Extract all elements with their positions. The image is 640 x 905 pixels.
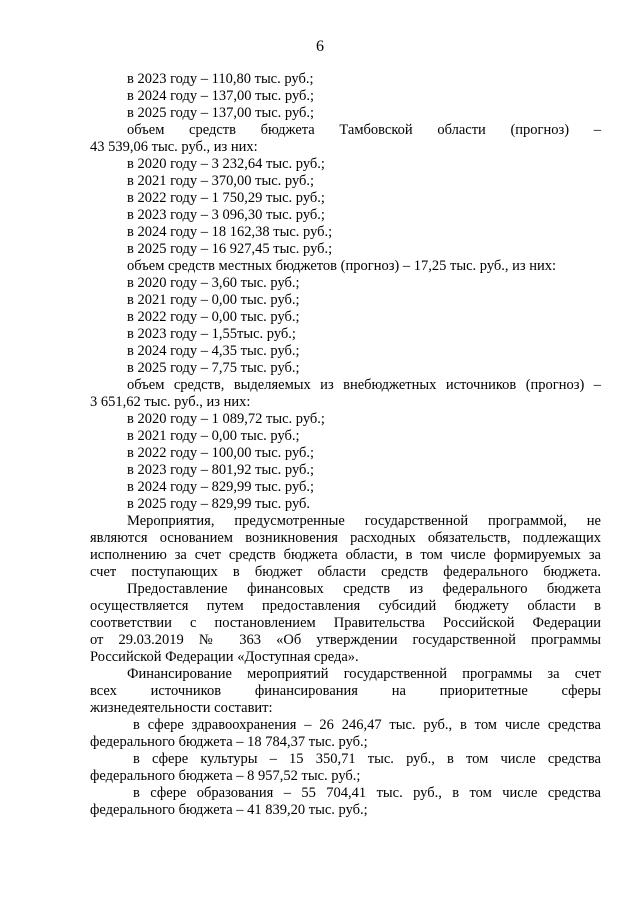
text-line: в 2025 году – 829,99 тыс. руб. (127, 496, 311, 512)
text-line: в 2025 году – 137,00 тыс. руб.; (127, 105, 315, 121)
text-line: объем средств бюджета Тамбовской области (прогноз) – (127, 122, 601, 138)
text-line: Предоставление финансовых средств из федерального бюджета (127, 581, 601, 597)
text-line: от 29.03.2019 № 363 «Об утверждении государственной программы (90, 632, 601, 648)
text-line: в 2025 году – 7,75 тыс. руб.; (127, 360, 300, 376)
text-line: в 2020 году – 3,60 тыс. руб.; (127, 275, 300, 291)
text-line: в 2024 году – 137,00 тыс. руб.; (127, 88, 315, 104)
text-line: всех источников финансирования на приоритетные сферы (90, 683, 601, 699)
text-line: в 2021 году – 0,00 тыс. руб.; (127, 428, 300, 444)
text-line: в сфере культуры – 15 350,71 тыс. руб., в том числе средства (133, 751, 601, 767)
text-line: в 2022 году – 100,00 тыс. руб.; (127, 445, 315, 461)
text-line: в 2023 году – 801,92 тыс. руб.; (127, 462, 315, 478)
page-number: 6 (316, 38, 324, 55)
text-line: федерального бюджета – 41 839,20 тыс. руб.; (90, 802, 368, 818)
text-line: в 2023 году – 110,80 тыс. руб.; (127, 71, 314, 87)
text-line: жизнедеятельности составит: (90, 700, 273, 716)
text-line: исполнению за счет средств бюджета области, в том числе формируемых за (90, 547, 601, 563)
text-line: в 2023 году – 1,55тыс. руб.; (127, 326, 296, 342)
text-line: объем средств, выделяемых из внебюджетных источников (прогноз) – (127, 377, 601, 393)
text-line: 43 539,06 тыс. руб., из них: (90, 139, 258, 155)
text-line: в сфере здравоохранения – 26 246,47 тыс. руб., в том числе средства (133, 717, 601, 733)
text-line: в сфере образования – 55 704,41 тыс. руб., в том числе средства (133, 785, 601, 801)
text-line: в 2020 году – 3 232,64 тыс. руб.; (127, 156, 325, 172)
text-line: являются основанием возникновения расходных обязательств, подлежащих (90, 530, 601, 546)
text-line: Финансирование мероприятий государственной программы за счет (127, 666, 601, 682)
text-line: 3 651,62 тыс. руб., из них: (90, 394, 251, 410)
text-line: в 2024 году – 4,35 тыс. руб.; (127, 343, 300, 359)
text-line: счет поступающих в бюджет области средств федерального бюджета. (90, 564, 601, 580)
document-body (90, 71, 601, 819)
text-line: в 2022 году – 1 750,29 тыс. руб.; (127, 190, 325, 206)
text-line: объем средств местных бюджетов (прогноз) – 17,25 тыс. руб., из них: (127, 258, 557, 274)
text-line: федерального бюджета – 8 957,52 тыс. руб.; (90, 768, 361, 784)
text-line: в 2020 году – 1 089,72 тыс. руб.; (127, 411, 325, 427)
text-line: федерального бюджета – 18 784,37 тыс. руб.; (90, 734, 368, 750)
text-line: Российской Федерации «Доступная среда». (90, 649, 359, 665)
text-line: в 2024 году – 18 162,38 тыс. руб.; (127, 224, 333, 240)
text-line: в 2021 году – 370,00 тыс. руб.; (127, 173, 315, 189)
text-line: осуществляется путем предоставления субсидий бюджету области в (90, 598, 601, 614)
text-line: Мероприятия, предусмотренные государственной программой, не (127, 513, 601, 529)
text-line: в 2022 году – 0,00 тыс. руб.; (127, 309, 300, 325)
text-line: соответствии с постановлением Правительства Российской Федерации (90, 615, 601, 631)
text-line: в 2023 году – 3 096,30 тыс. руб.; (127, 207, 325, 223)
text-line: в 2025 году – 16 927,45 тыс. руб.; (127, 241, 333, 257)
text-line: в 2021 году – 0,00 тыс. руб.; (127, 292, 300, 308)
text-line: в 2024 году – 829,99 тыс. руб.; (127, 479, 315, 495)
